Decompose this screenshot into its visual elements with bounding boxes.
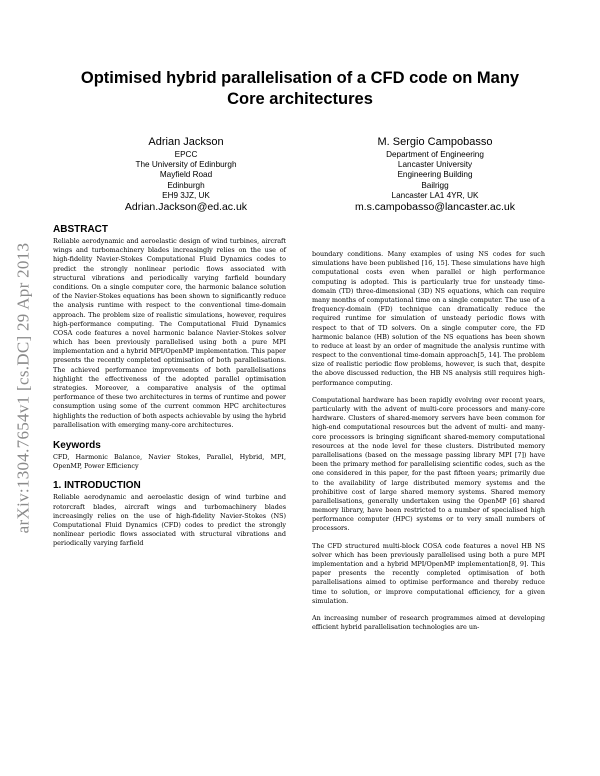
body-paragraph: An increasing number of research programmes aimed at developing efficient hybrid parallelisation technologies are un- (312, 613, 545, 632)
author-email: m.s.campobasso@lancaster.ac.uk (354, 201, 516, 214)
body-paragraph: boundary conditions. Many examples of using NS codes for such simulations have been published [16, 15]. These simulations have high computational costs even when parallel or high performance computing is adopted. This is particularly true for unsteady time-domain (TD) three-dimensional (3D) NS equations, which can require many months of computational time on a single computer. The use of a frequency-domain (FD) technique can dramatically reduce the required runtime for simulation of unsteady periodic flows with respect to that of TD solvers. On a single computer core, the FD harmonic balance (HB) solution of the NS equations has been shown to reduce at least by an order of magnitude the analysis runtime with respect to the conventional time-domain approach[5, 14]. The problem size of realistic periodic flow problems, however, is such that, despite the above discussed reduction, the HB NS analysis still requires high-performance computing. (312, 250, 545, 387)
author-email: Adrian.Jackson@ed.ac.uk (124, 201, 248, 214)
affiliation-line: Lancaster University (397, 160, 473, 170)
author-name: Adrian Jackson (148, 136, 224, 148)
affiliation-line: Bailrigg (421, 180, 449, 190)
introduction-heading: 1. INTRODUCTION (53, 480, 141, 492)
affiliation-line: Mayfield Road (159, 170, 213, 180)
keywords-heading: Keywords (53, 439, 101, 451)
paper-title: Optimised hybrid parallelisation of a CFD code on Many Core architectures (80, 69, 520, 108)
left-column (53, 224, 286, 548)
affiliation-line: Lancaster LA1 4YR, UK (391, 190, 479, 200)
abstract-text: Reliable aerodynamic and aeroelastic design of wind turbines, aircraft wings and turbomachinery blades increasingly relies on the use of high-fidelity Navier-Stokes Computational Fluid Dynamics codes to predict the strongly nonlinear periodic flows associated with structural vibrations and periodically varying farfield boundary conditions. On a single computer core, the harmonic balance solution of the Navier-Stokes equations has been shown to significantly reduce the analysis runtime with respect to the conventional time-domain approach. The problem size of realistic simulations, however, requires high-performance computing. The Computational Fluid Dynamics COSA code features a novel harmonic balance Navier-Stokes solver which has been previously parallelised using both a pure MPI implementation and a hybrid MPI/OpenMP implementation. This paper presents the recently completed optimisation of both parallelisations. The achieved performance improvements of both parallelisations highlight the effectiveness of the adopted parallel optimisation strategies. Moreover, a comparative analysis of the optimal performance of these two architectures in terms of runtime and power consumption using some of the current common HPC architectures highlights the reduction of both aspects achievable by using the hybrid parallelisation with emerging many-core architectures. (53, 237, 286, 429)
introduction-text: Reliable aerodynamic and aeroelastic design of wind turbine and rotorcraft blades, aircraft wings and turbomachinery blades increasingly relies on the use of high-fidelity Navier-Stokes (NS) Computational Fluid Dynamics (CFD) codes to predict the strongly nonlinear periodic flows associated with structural vibrations and periodically varying farfield (53, 493, 286, 548)
arxiv-stamp (10, 168, 36, 608)
affiliation-line: EH9 3JZ, UK (162, 190, 210, 200)
abstract-heading: ABSTRACT (53, 224, 108, 235)
affiliation-line: Edinburgh (167, 180, 205, 190)
keywords-text: CFD, Harmonic Balance, Navier Stokes, Parallel, Hybrid, MPI, OpenMP, Power Efficiency (53, 452, 286, 471)
author-block-2 (315, 136, 555, 213)
author-name: M. Sergio Campobasso (377, 136, 493, 148)
author-block-1 (66, 136, 306, 213)
body-paragraph: Computational hardware has been rapidly evolving over recent years, particularly with the advent of multi-core processors and many-core hardware. Clusters of shared-memory servers have been common for high-end computational resources but the advent of multi- and many- core processors is bringing significant shared-memory computational resources at the node level for these clusters. Distributed memory parallelisations (based on the message passing library MPI [7]) have been the primary method for parallelising scientific codes, such as the one considered in this paper, for the past fifteen years; primarily due to the availability of large distributed memory systems and the prohibitive cost of large shared memory systems. Shared memory parallelisations, generally undertaken using the OpenMP [6] shared memory library, have been restricted to a number of specialised high performance computer (HPC) systems or to very small numbers of processors. (312, 395, 545, 533)
affiliation-line: The University of Edinburgh (135, 160, 237, 170)
affiliation-line: Engineering Building (397, 170, 473, 180)
affiliation-line: EPCC (174, 150, 198, 159)
right-column (312, 250, 545, 632)
body-paragraph: The CFD structured multi-block COSA code features a novel HB NS solver which has been previously parallelised using both a pure MPI implementation and a hybrid MPI/OpenMP implementation[8, 9]. This paper presents the recently completed optimisation of both parallelisations aimed to optimise performance and thereby reduce time to solution, or improve computational efficiency, for a given simulation. (312, 541, 545, 605)
arxiv-stamp-text: arXiv:1304.7654v1 [cs.DC] 29 Apr 2013 (13, 242, 33, 534)
affiliation-line: Department of Engineering (386, 150, 484, 159)
